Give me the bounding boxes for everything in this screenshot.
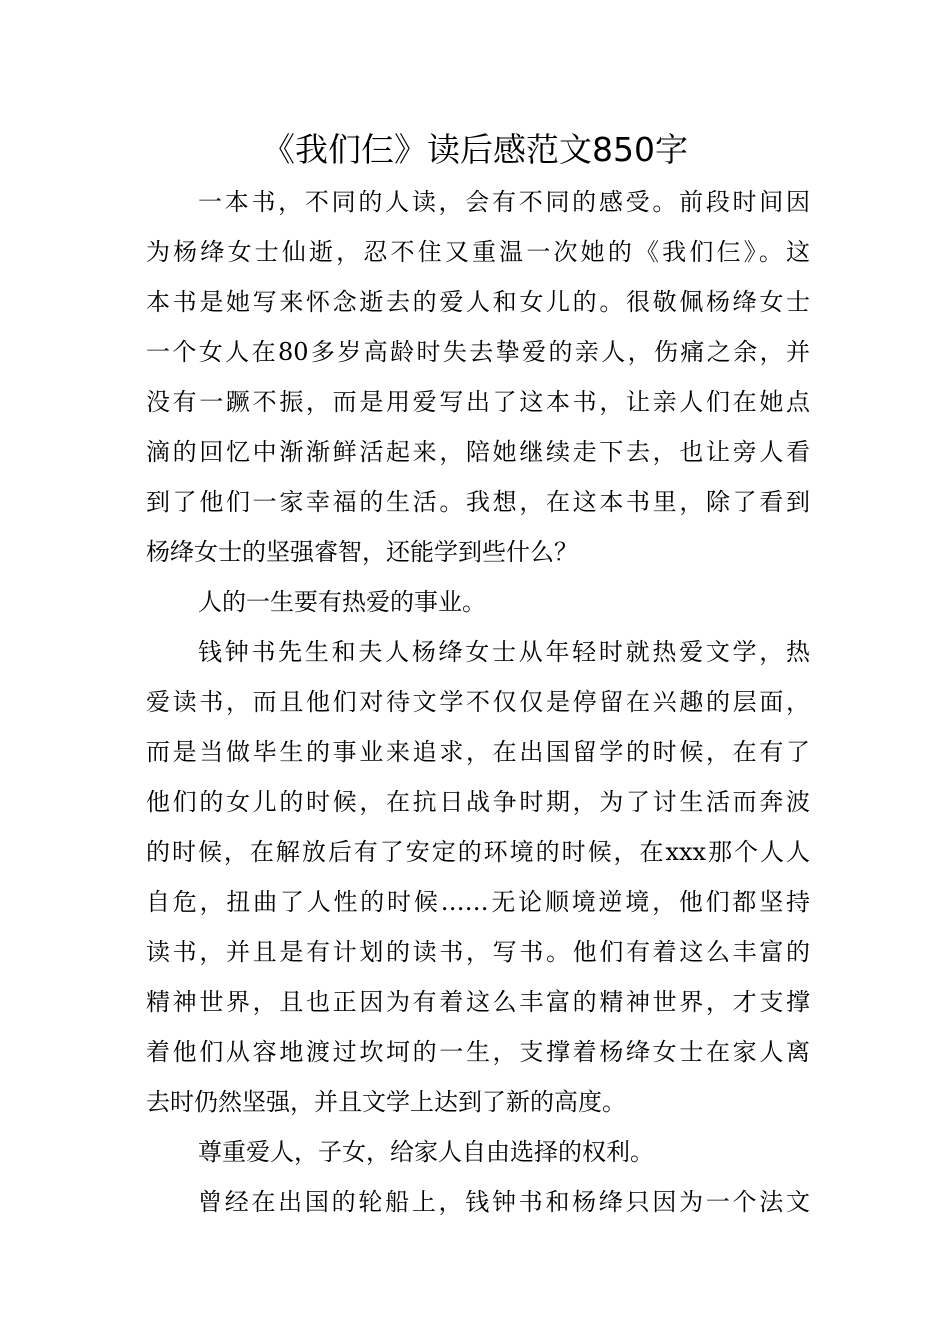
section-heading: 人的一生要有热爱的事业。 <box>198 588 486 616</box>
text-line: 他们的女儿的时候，在抗日战争时期，为了讨生活而奔波 <box>146 788 810 816</box>
text-line: 钱钟书先生和夫人杨绛女士从年轻时就热爱文学，热 <box>198 638 810 666</box>
text-line: 本书是她写来怀念逝去的爱人和女儿的。很敬佩杨绛女士 <box>146 288 810 316</box>
text-line: 爱读书，而且他们对待文学不仅仅是停留在兴趣的层面， <box>146 688 810 716</box>
text-line: 到了他们一家幸福的生活。我想，在这本书里，除了看到 <box>146 488 810 516</box>
text-line: 为杨绛女士仙逝，忍不住又重温一次她的《我们仨》。这 <box>146 238 810 266</box>
text-line: 一个女人在80多岁高龄时失去挚爱的亲人，伤痛之余，并 <box>146 338 810 366</box>
text-line: 自危，扭曲了人性的时候……无论顺境逆境，他们都坚持 <box>146 888 810 916</box>
text-line: 的时候，在解放后有了安定的环境的时候，在xxx那个人人 <box>146 838 810 866</box>
text-line: 没有一蹶不振，而是用爱写出了这本书，让亲人们在她点 <box>146 388 810 416</box>
text-line: 着他们从容地渡过坎坷的一生，支撑着杨绛女士在家人离 <box>146 1038 810 1066</box>
text-line: 精神世界，且也正因为有着这么丰富的精神世界，才支撑 <box>146 988 810 1016</box>
section-heading: 尊重爱人，子女，给家人自由选择的权利。 <box>198 1138 654 1166</box>
text-line: 去时仍然坚强，并且文学上达到了新的高度。 <box>146 1088 626 1116</box>
text-line: 杨绛女士的坚强睿智，还能学到些什么？ <box>146 538 578 566</box>
text-line: 曾经在出国的轮船上，钱钟书和杨绛只因为一个法文 <box>198 1188 810 1216</box>
text-line: 读书，并且是有计划的读书，写书。他们有着这么丰富的 <box>146 938 810 966</box>
text-line: 而是当做毕生的事业来追求，在出国留学的时候，在有了 <box>146 738 810 766</box>
document-title: 《我们仨》读后感范文850字 <box>262 130 688 169</box>
text-line: 滴的回忆中渐渐鲜活起来，陪她继续走下去，也让旁人看 <box>146 438 810 466</box>
text-line: 一本书，不同的人读，会有不同的感受。前段时间因 <box>198 188 810 216</box>
